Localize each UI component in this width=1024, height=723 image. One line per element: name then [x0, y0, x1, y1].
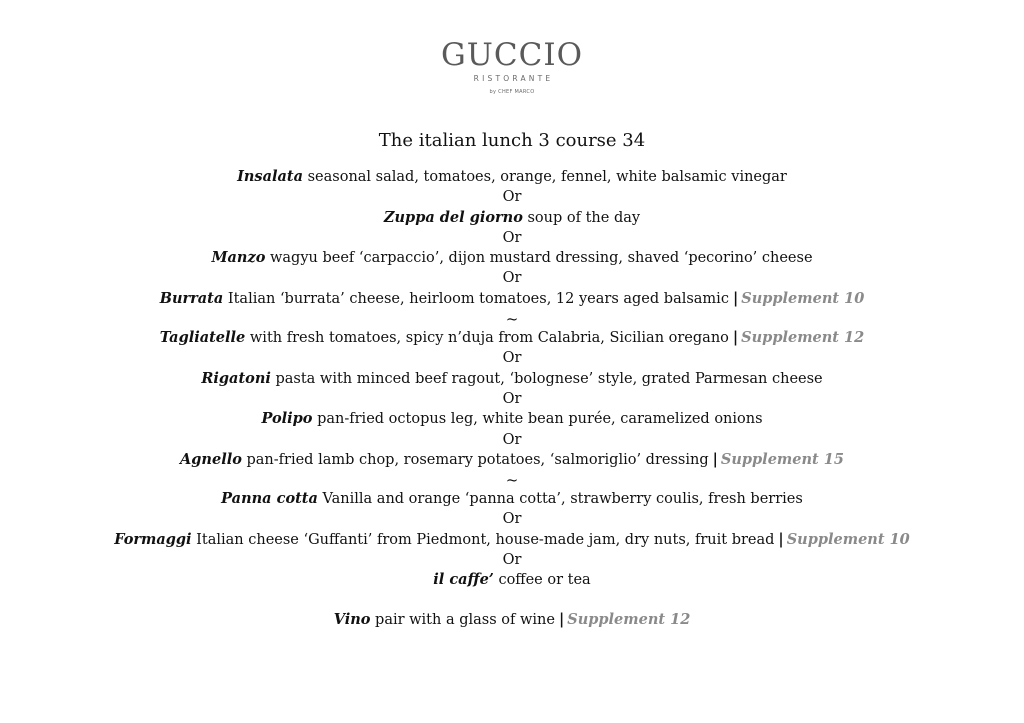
logo-chef-line: [0, 89, 1024, 96]
or-divider: Or: [502, 270, 522, 287]
menu-item-agnello: [0, 450, 1024, 470]
supplement-separator: |: [778, 530, 784, 548]
supplement-price: Supplement 10: [786, 530, 910, 548]
menu-item-manzo: [0, 248, 1024, 268]
dish-name: Formaggi: [114, 530, 192, 548]
menu-item-insalata: [0, 167, 1024, 187]
or-divider: Or: [502, 390, 522, 407]
or-divider: Or: [502, 229, 522, 246]
dish-name: il caffe’: [433, 571, 494, 589]
menu-item-burrata: [0, 289, 1024, 309]
dish-name: Vino: [333, 610, 371, 628]
logo-by: by: [489, 89, 497, 95]
or-divider: Or: [502, 189, 522, 206]
dish-description: soup of the day: [527, 209, 641, 226]
supplement-separator: |: [732, 329, 739, 347]
dish-name: Zuppa del giorno: [383, 208, 523, 226]
dish-name: Tagliatelle: [159, 329, 246, 347]
dish-name: Rigatoni: [201, 369, 271, 387]
dish-name: Agnello: [180, 450, 242, 468]
dish-name: Insalata: [237, 168, 303, 185]
menu-item-panna-cotta: [0, 489, 1024, 509]
menu-item-tagliatelle: [0, 328, 1024, 348]
dish-description: seasonal salad, tomatoes, orange, fennel, white balsamic vinegar: [307, 169, 787, 185]
menu-item-vino: [0, 610, 1024, 630]
course-separator: ~: [505, 471, 519, 490]
logo-name: GUCCIO: [441, 37, 583, 73]
menu-body: [0, 167, 1024, 630]
supplement-separator: |: [732, 289, 739, 307]
menu-item-caffe: [0, 570, 1024, 590]
course-separator: ~: [505, 310, 519, 329]
supplement-separator: |: [712, 450, 718, 468]
supplement-price: Supplement 12: [567, 610, 691, 628]
dish-description: Vanilla and orange ‘panna cotta’, strawberry coulis, fresh berries: [322, 491, 803, 508]
dish-description: Italian cheese ‘Guffanti’ from Piedmont, house-made jam, dry nuts, fruit bread: [196, 531, 775, 548]
menu-title: The italian lunch 3 course 34: [378, 130, 646, 151]
dish-description: Italian ‘burrata’ cheese, heirloom tomatoes, 12 years aged balsamic: [227, 290, 729, 307]
restaurant-logo: [0, 38, 1024, 96]
dish-description: pan-fried lamb chop, rosemary potatoes, ‘salmoriglio’ dressing: [246, 451, 709, 468]
logo-chef-name: CHEF MARCO: [498, 89, 535, 95]
dish-description: wagyu beef ‘carpaccio’, dijon mustard dressing, shaved ‘pecorino’ cheese: [269, 250, 813, 267]
supplement-separator: |: [558, 610, 565, 628]
supplement-price: Supplement 10: [741, 289, 865, 307]
dish-name: Polipo: [261, 410, 313, 428]
menu-item-polipo: [0, 409, 1024, 429]
supplement-price: Supplement 12: [741, 329, 865, 347]
logo-subtitle: RISTORANTE: [473, 74, 554, 83]
or-divider: Or: [502, 431, 522, 448]
dish-description: coffee or tea: [498, 572, 591, 589]
or-divider: Or: [502, 511, 522, 528]
dish-description: pasta with minced beef ragout, ‘bolognese’ style, grated Parmesan cheese: [275, 370, 823, 387]
menu-item-rigatoni: [0, 369, 1024, 389]
dish-name: Burrata: [159, 289, 224, 307]
supplement-price: Supplement 15: [720, 450, 844, 468]
spacer: [0, 591, 1024, 610]
menu-item-formaggi: [0, 530, 1024, 550]
dish-description: with fresh tomatoes, spicy n’duja from Calabria, Sicilian oregano: [249, 330, 729, 347]
dish-name: Manzo: [211, 249, 266, 267]
or-divider: Or: [502, 552, 522, 569]
or-divider: Or: [502, 350, 522, 367]
dish-description: pair with a glass of wine: [375, 611, 555, 628]
menu-item-zuppa: [0, 208, 1024, 228]
dish-description: pan-fried octopus leg, white bean purée, caramelized onions: [317, 411, 763, 428]
dish-name: Panna cotta: [221, 490, 318, 508]
